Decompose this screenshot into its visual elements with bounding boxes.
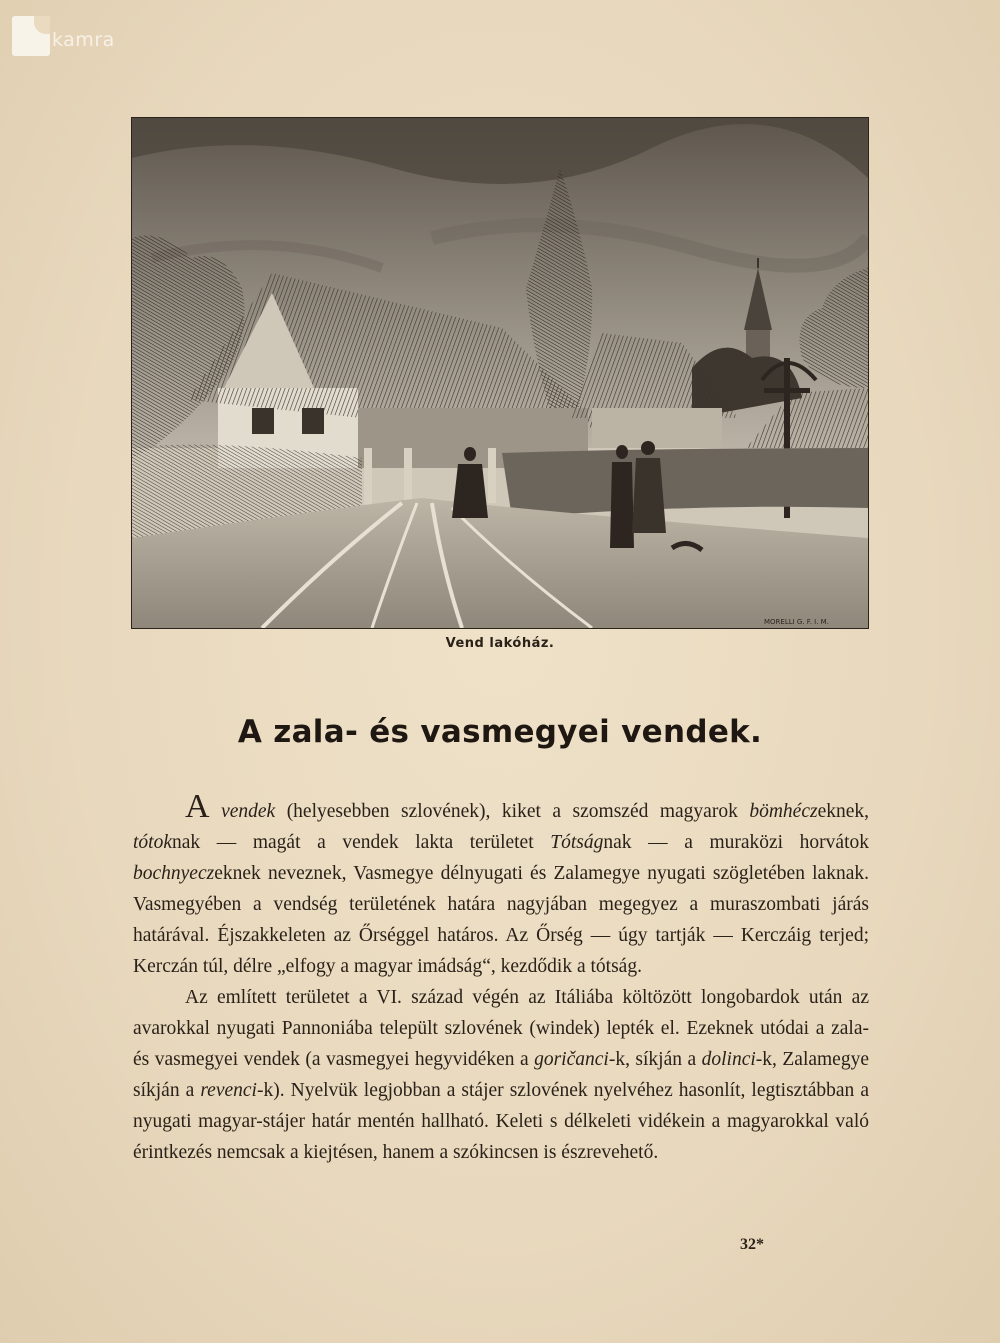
text-run: nak — a muraközi horvátok bbox=[603, 832, 870, 853]
text-run: eknek, bbox=[817, 801, 869, 822]
drop-cap: A bbox=[185, 788, 210, 825]
text-run: eknek neveznek, Vasmegye délnyugati és Zalamegye nyugati szögletében laknak. Vasmegyében a vendség területének határa nagyjában megegyez a muraszombati járás határával. Éjszakkeleten az Őrséggel határos. Az Őrség — úgy tartják — Kerczáig terjed; Kerczán túl, délre „elfogy a magyar imádság“, kezdődik a tótság. bbox=[133, 863, 869, 977]
italic-term: revenci bbox=[200, 1080, 257, 1101]
engraver-signature: MORELLI G. F. I. M. bbox=[764, 618, 829, 626]
italic-term: Tótság bbox=[550, 832, 604, 853]
engraving-illustration bbox=[131, 117, 869, 629]
page-number: 32* bbox=[740, 1236, 764, 1253]
italic-term: vendek bbox=[221, 801, 276, 822]
watermark-text: kamra bbox=[52, 29, 115, 51]
kamra-logo-icon bbox=[12, 16, 50, 56]
text-run: -k). Nyelvük legjobban a stájer szlovének nyelvéhez hasonlít, legtisztábban a nyugati magyar-stájer határ mentén hallható. Keleti s délkeleti vidékein a magyarokkal való érintkezés nemcsak a kiejtésen, hanem a szókincsen is észrevehető. bbox=[133, 1080, 869, 1163]
text-run: (helyesebben szlovének), kiket a szomszéd magyarok bbox=[275, 801, 750, 822]
figure-caption: Vend lakóház. bbox=[445, 636, 555, 651]
section-heading: A zala- és vasmegyei vendek. bbox=[237, 714, 763, 750]
text-run: -k, síkján a bbox=[608, 1049, 702, 1070]
paragraph-2 bbox=[133, 982, 869, 1168]
italic-term: dolinci bbox=[701, 1049, 756, 1070]
paragraph-1 bbox=[133, 788, 870, 982]
italic-term: goričanci bbox=[534, 1049, 609, 1070]
italic-term: bochnyecz bbox=[133, 863, 215, 884]
watermark-logo bbox=[12, 14, 122, 58]
article-body bbox=[133, 788, 870, 1168]
text-run: -k, Zalamegye síkján a bbox=[133, 1049, 869, 1101]
italic-term: bömhécz bbox=[749, 801, 818, 822]
text-run: nak — magát a vendek lakta területet bbox=[172, 832, 551, 853]
italic-term: tótok bbox=[133, 832, 172, 853]
text-run: Az említett területet a VI. század végén az Itáliába költözött longobardok után az avarokkal nyugati Pannoniába települt szlovének (windek) lepték el. Ezeknek utódai a zala- és vasmegyei vendek (a vasmegyei hegyvidéken a bbox=[133, 987, 869, 1070]
